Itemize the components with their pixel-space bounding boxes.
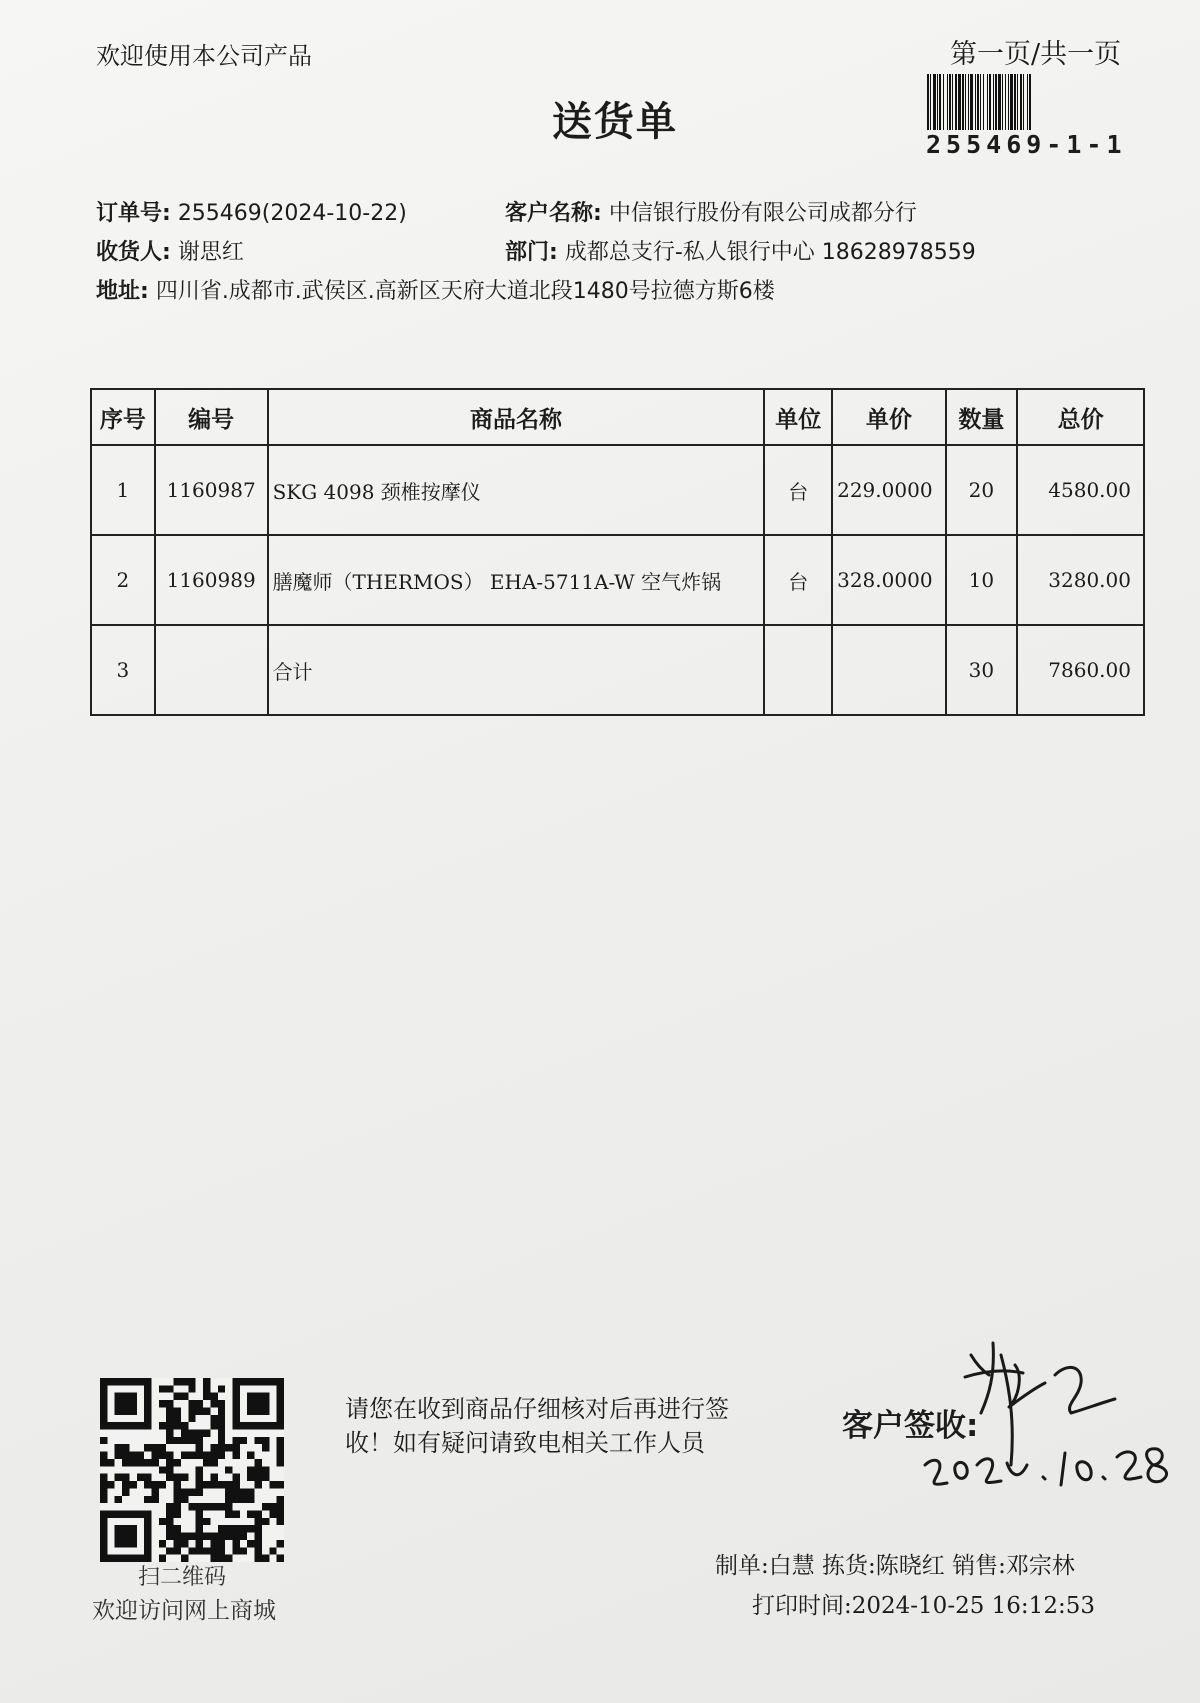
- cell-seq: 3: [91, 625, 155, 715]
- verification-notice: 请您在收到商品仔细核对后再进行签收！如有疑问请致电相关工作人员: [345, 1395, 729, 1457]
- cell-code: [155, 625, 268, 715]
- address-label: 地址:: [96, 279, 149, 304]
- header-total: 总价: [1017, 389, 1144, 445]
- cell-product-name: 膳魔师（THERMOS） EHA-5711A-W 空气炸锅: [268, 535, 765, 625]
- cell-unit: 台: [764, 535, 832, 625]
- cell-unit: [764, 625, 832, 715]
- document-title: 送货单: [552, 99, 678, 145]
- table-total-row: [91, 625, 1144, 715]
- table-row: [91, 445, 1144, 535]
- table-row: [91, 535, 1144, 625]
- cell-seq: 2: [91, 535, 155, 625]
- barcode-number: 255469-1-1: [926, 130, 1127, 159]
- order-number-line: [96, 196, 407, 227]
- department-value: 成都总支行-私人银行中心 18628978559: [564, 240, 976, 265]
- cell-unit-price: 229.0000: [832, 445, 945, 535]
- cell-product-name: 合计: [268, 625, 765, 715]
- cell-quantity: 20: [946, 445, 1018, 535]
- cell-product-name: SKG 4098 颈椎按摩仪: [268, 445, 765, 535]
- receiver-label: 收货人:: [96, 240, 171, 265]
- header-unit-price: 单价: [832, 389, 945, 445]
- receiver-value: 谢思红: [177, 240, 244, 265]
- customer-name-label: 客户名称:: [505, 201, 602, 226]
- department-line: [505, 235, 976, 266]
- barcode-image: [925, 74, 1145, 130]
- cell-unit: 台: [764, 445, 832, 535]
- welcome-text: 欢迎使用本公司产品: [96, 42, 312, 70]
- cell-unit-price: [832, 625, 945, 715]
- header-product-name: 商品名称: [268, 389, 765, 445]
- customer-name-line: [505, 196, 917, 227]
- cell-code: 1160989: [155, 535, 268, 625]
- staff-line: 制单:白慧 拣货:陈晓红 销售:邓宗林: [715, 1553, 1075, 1579]
- receiver-line: [96, 235, 244, 266]
- cell-total: 4580.00: [1017, 445, 1144, 535]
- cell-seq: 1: [91, 445, 155, 535]
- header-quantity: 数量: [946, 389, 1018, 445]
- header-code: 编号: [155, 389, 268, 445]
- header-unit: 单位: [764, 389, 832, 445]
- cell-code: 1160987: [155, 445, 268, 535]
- qr-caption-scan: 扫二维码: [138, 1565, 227, 1590]
- customer-sign-label: 客户签收:: [842, 1408, 979, 1444]
- cell-quantity: 30: [946, 625, 1018, 715]
- order-number-label: 订单号:: [96, 201, 171, 226]
- department-label: 部门:: [505, 240, 558, 265]
- qr-caption-mall: 欢迎访问网上商城: [92, 1598, 276, 1624]
- qr-code-image: [100, 1378, 284, 1562]
- order-number-value: 255469(2024-10-22): [177, 201, 407, 226]
- customer-name-value: 中信银行股份有限公司成都分行: [608, 201, 917, 226]
- page-indicator: 第一页/共一页: [950, 39, 1122, 70]
- handwritten-signature: [905, 1325, 1175, 1505]
- cell-quantity: 10: [946, 535, 1018, 625]
- cell-total: 7860.00: [1017, 625, 1144, 715]
- header-seq: 序号: [91, 389, 155, 445]
- cell-unit-price: 328.0000: [832, 535, 945, 625]
- address-line: [96, 274, 775, 305]
- table-header-row: [91, 389, 1144, 445]
- cell-total: 3280.00: [1017, 535, 1144, 625]
- goods-table: [90, 388, 1145, 716]
- address-value: 四川省.成都市.武侯区.高新区天府大道北段1480号拉德方斯6楼: [155, 279, 775, 304]
- print-time-line: 打印时间:2024-10-25 16:12:53: [752, 1593, 1095, 1619]
